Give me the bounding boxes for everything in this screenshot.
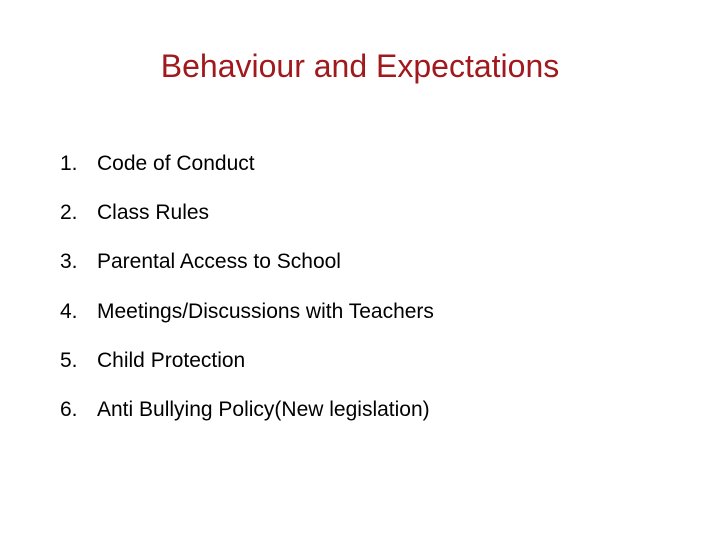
list-item <box>60 199 434 248</box>
list-item-text: Class Rules <box>97 201 210 225</box>
list-item-text: Code of Conduct <box>97 152 255 175</box>
list-item-number: 4. <box>60 299 78 323</box>
list-item <box>60 248 434 297</box>
list-item <box>60 347 434 396</box>
list-item <box>60 298 434 347</box>
list-item-number: 3. <box>60 250 78 274</box>
list-item-number: 5. <box>60 348 78 372</box>
list-item-number: 1. <box>60 152 78 175</box>
list-item-number: 2. <box>60 201 78 225</box>
slide-title: Behaviour and Expectations <box>160 48 560 84</box>
list-item-text: Child Protection <box>97 348 246 372</box>
list-item-text: Parental Access to School <box>97 250 341 274</box>
list-item-text: Meetings/Discussions with Teachers <box>97 299 434 323</box>
list-item <box>60 150 434 199</box>
agenda-list <box>60 150 434 445</box>
list-item-text: Anti Bullying Policy(New legislation) <box>97 397 430 421</box>
list-item-number: 6. <box>60 397 78 421</box>
list-item <box>60 396 434 445</box>
